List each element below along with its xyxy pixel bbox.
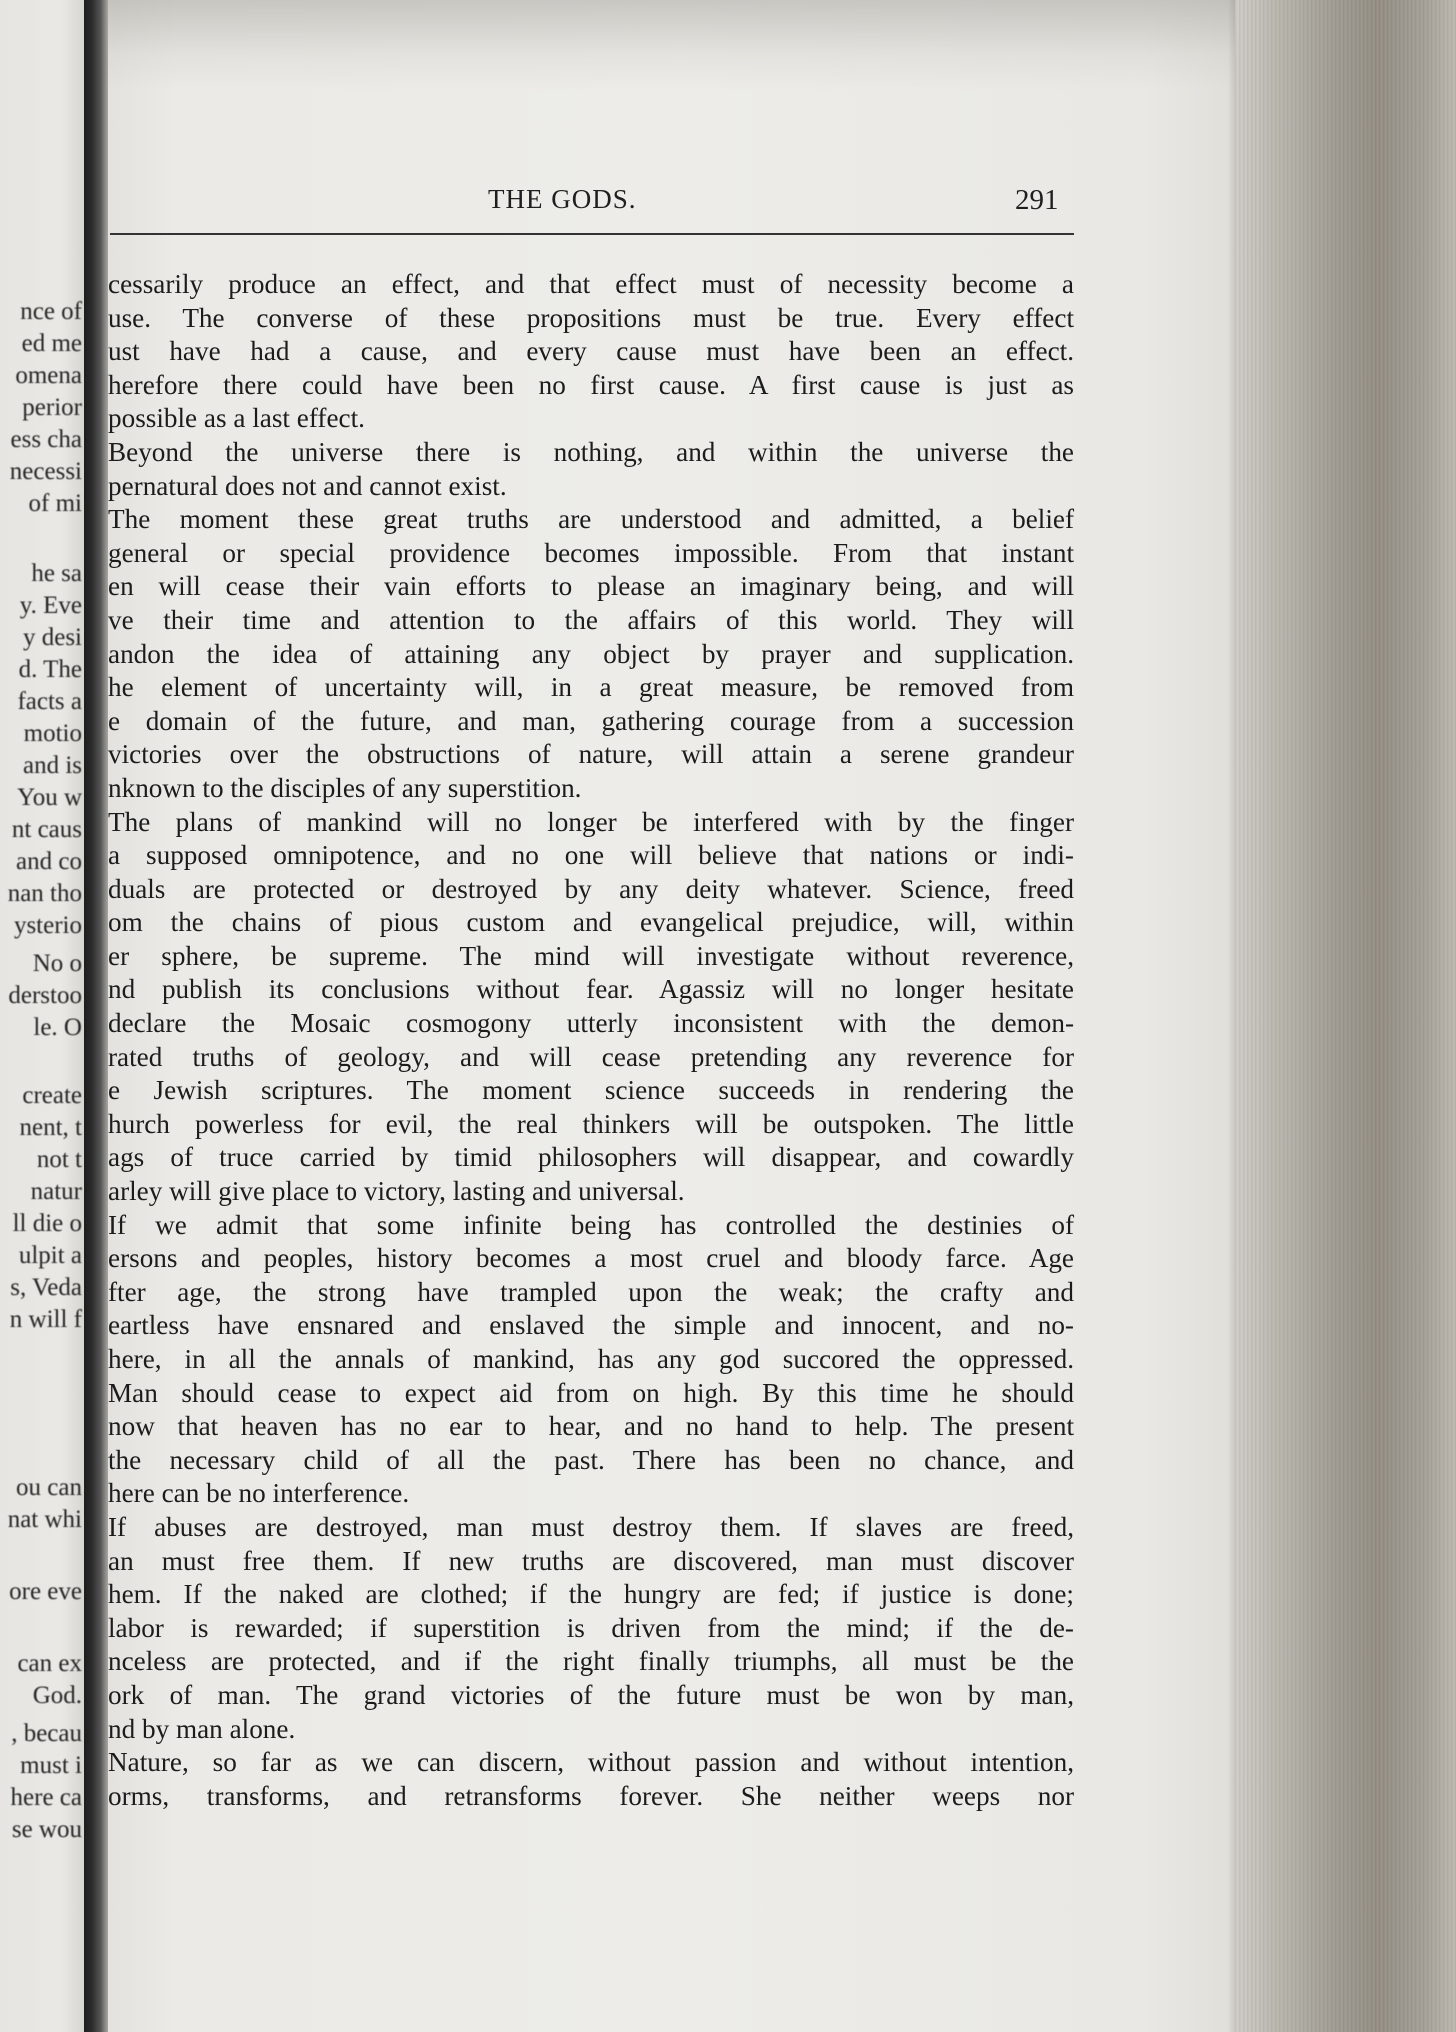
left-page-fragment: You w: [17, 784, 82, 811]
text-line: Nature, so far as we can discern, without passion and without intention,: [108, 1747, 1074, 1778]
left-page-fragment: and is: [22, 752, 82, 779]
text-line: eartless have ensnared and enslaved the simple and innocent, and no-: [108, 1310, 1074, 1341]
text-line: he element of uncertainty will, in a great measure, be removed from: [108, 672, 1074, 703]
text-line: use. The converse of these propositions must be true. Every effect: [108, 302, 1074, 333]
text-line: orms, transforms, and retransforms forever. She neither weeps nor: [108, 1780, 1074, 1811]
text-line: duals are protected or destroyed by any deity whatever. Science, freed: [108, 873, 1074, 904]
text-line: hurch powerless for evil, the real thinkers will be outspoken. The little: [108, 1108, 1074, 1139]
left-page-fragment: ess cha: [10, 426, 82, 453]
text-line: hem. If the naked are clothed; if the hungry are fed; if justice is done;: [108, 1579, 1074, 1610]
text-line: Man should cease to expect aid from on high. By this time he should: [108, 1377, 1074, 1408]
left-page-fragment: he sa: [31, 560, 82, 587]
body-text: [108, 268, 1074, 1813]
left-page-fragment: d. The: [18, 656, 82, 683]
text-line: andon the idea of attaining any object by prayer and supplication.: [108, 638, 1074, 669]
left-page-fragment: s, Veda: [10, 1274, 82, 1301]
left-page-fragment: must i: [20, 1752, 82, 1779]
left-page-fragment: create: [22, 1082, 82, 1109]
text-line: ersons and peoples, history becomes a most cruel and bloody farce. Age: [108, 1243, 1074, 1274]
text-line: e domain of the future, and man, gathering courage from a succession: [108, 705, 1074, 736]
text-line: pernatural does not and cannot exist.: [108, 470, 507, 501]
left-page-fragment: ed me: [21, 330, 82, 357]
left-page-fragment: necessi: [9, 458, 82, 485]
left-page-fragment: ore eve: [9, 1578, 82, 1605]
left-page-fragment: not t: [36, 1146, 82, 1173]
left-page-fragment: God.: [32, 1682, 82, 1709]
left-page-fragment: , becau: [11, 1720, 82, 1747]
left-page-fragment: perior: [22, 394, 82, 421]
text-line: herefore there could have been no first cause. A first cause is just as: [108, 369, 1074, 400]
left-page-fragment: nce of: [20, 298, 82, 325]
text-line: possible as a last effect.: [108, 403, 365, 434]
text-line: victories over the obstructions of nature, will attain a serene grandeur: [108, 739, 1074, 770]
text-line: nd by man alone.: [108, 1713, 296, 1744]
left-page-fragment: nt caus: [11, 816, 82, 843]
left-page-fragment: No o: [32, 950, 82, 977]
left-page-fragment: omena: [15, 362, 82, 389]
left-page-fragment: n will f: [9, 1306, 82, 1333]
text-line: fter age, the strong have trampled upon the weak; the crafty and: [108, 1276, 1074, 1307]
text-line: nceless are protected, and if the right finally triumphs, all must be the: [108, 1646, 1074, 1677]
left-page-fragment: here ca: [10, 1784, 82, 1811]
left-page-fragment: ysterio: [13, 912, 82, 939]
text-line: rated truths of geology, and will cease pretending any reverence for: [108, 1041, 1074, 1072]
text-line: labor is rewarded; if superstition is driven from the mind; if the de-: [108, 1612, 1074, 1643]
text-line: nknown to the disciples of any superstition.: [108, 772, 582, 803]
left-page-fragment: le. O: [33, 1014, 82, 1041]
text-line: The moment these great truths are understood and admitted, a belief: [108, 504, 1074, 535]
left-page-edge: [0, 0, 88, 2032]
left-page-fragment: facts a: [17, 688, 82, 715]
text-line: cessarily produce an effect, and that effect must of necessity become a: [108, 269, 1074, 299]
left-page-fragment: nent, t: [19, 1114, 82, 1141]
running-head: [108, 184, 1258, 224]
text-line: e Jewish scriptures. The moment science succeeds in rendering the: [108, 1075, 1074, 1106]
text-line: en will cease their vain efforts to please an imaginary being, and will: [108, 571, 1074, 602]
text-line: the necessary child of all the past. There has been no chance, and: [108, 1444, 1074, 1475]
text-line: ve their time and attention to the affairs of this world. They will: [108, 604, 1074, 635]
book-block-edges: [1235, 0, 1456, 2032]
text-line: here can be no interference.: [108, 1478, 410, 1509]
text-line: general or special providence becomes impossible. From that instant: [108, 537, 1074, 568]
page-number: 291: [1015, 184, 1059, 216]
text-line: arley will give place to victory, lasting and universal.: [108, 1176, 685, 1207]
text-line: Beyond the universe there is nothing, and within the universe the: [108, 436, 1074, 467]
header-rule: [110, 233, 1074, 235]
left-page-fragment: can ex: [17, 1650, 82, 1677]
left-page-fragment: ou can: [16, 1474, 82, 1501]
book-page: [108, 0, 1258, 2032]
text-line: om the chains of pious custom and evangelical prejudice, will, within: [108, 907, 1074, 938]
text-line: ust have had a cause, and every cause must have been an effect.: [108, 336, 1074, 367]
left-page-fragment: ll die o: [12, 1210, 82, 1237]
text-line: If abuses are destroyed, man must destroy them. If slaves are freed,: [108, 1511, 1074, 1542]
left-page-fragment: ulpit a: [18, 1242, 82, 1269]
left-page-fragment: motio: [23, 720, 82, 747]
left-page-fragment: y. Eve: [19, 592, 82, 619]
left-page-fragment: y desi: [22, 624, 82, 651]
text-line: an must free them. If new truths are discovered, man must discover: [108, 1545, 1074, 1576]
left-page-fragment: of mi: [28, 490, 82, 517]
left-page-fragment: nan tho: [7, 880, 82, 907]
running-head-title: THE GODS.: [488, 184, 637, 214]
text-line: declare the Mosaic cosmogony utterly inconsistent with the demon-: [108, 1008, 1074, 1039]
page-top-shadow: [108, 0, 1258, 90]
left-page-fragment: se wou: [11, 1816, 82, 1843]
left-page-fragment: and co: [16, 848, 82, 875]
text-line: The plans of mankind will no longer be interfered with by the finger: [108, 806, 1074, 837]
text-line: ork of man. The grand victories of the future must be won by man,: [108, 1679, 1074, 1710]
text-line: er sphere, be supreme. The mind will investigate without reverence,: [108, 940, 1074, 971]
left-page-fragment: nat whi: [7, 1506, 82, 1533]
text-line: here, in all the annals of mankind, has any god succored the oppressed.: [108, 1344, 1074, 1374]
text-line: If we admit that some infinite being has controlled the destinies of: [108, 1209, 1074, 1240]
text-line: now that heaven has no ear to hear, and no hand to help. The present: [108, 1411, 1074, 1442]
text-line: nd publish its conclusions without fear. Agassiz will no longer hesitate: [108, 974, 1074, 1005]
text-line: ags of truce carried by timid philosophers will disappear, and cowardly: [108, 1142, 1074, 1173]
left-page-fragment: natur: [30, 1178, 82, 1205]
text-line: a supposed omnipotence, and no one will believe that nations or indi-: [108, 840, 1074, 871]
left-page-fragment: derstoo: [8, 982, 82, 1009]
